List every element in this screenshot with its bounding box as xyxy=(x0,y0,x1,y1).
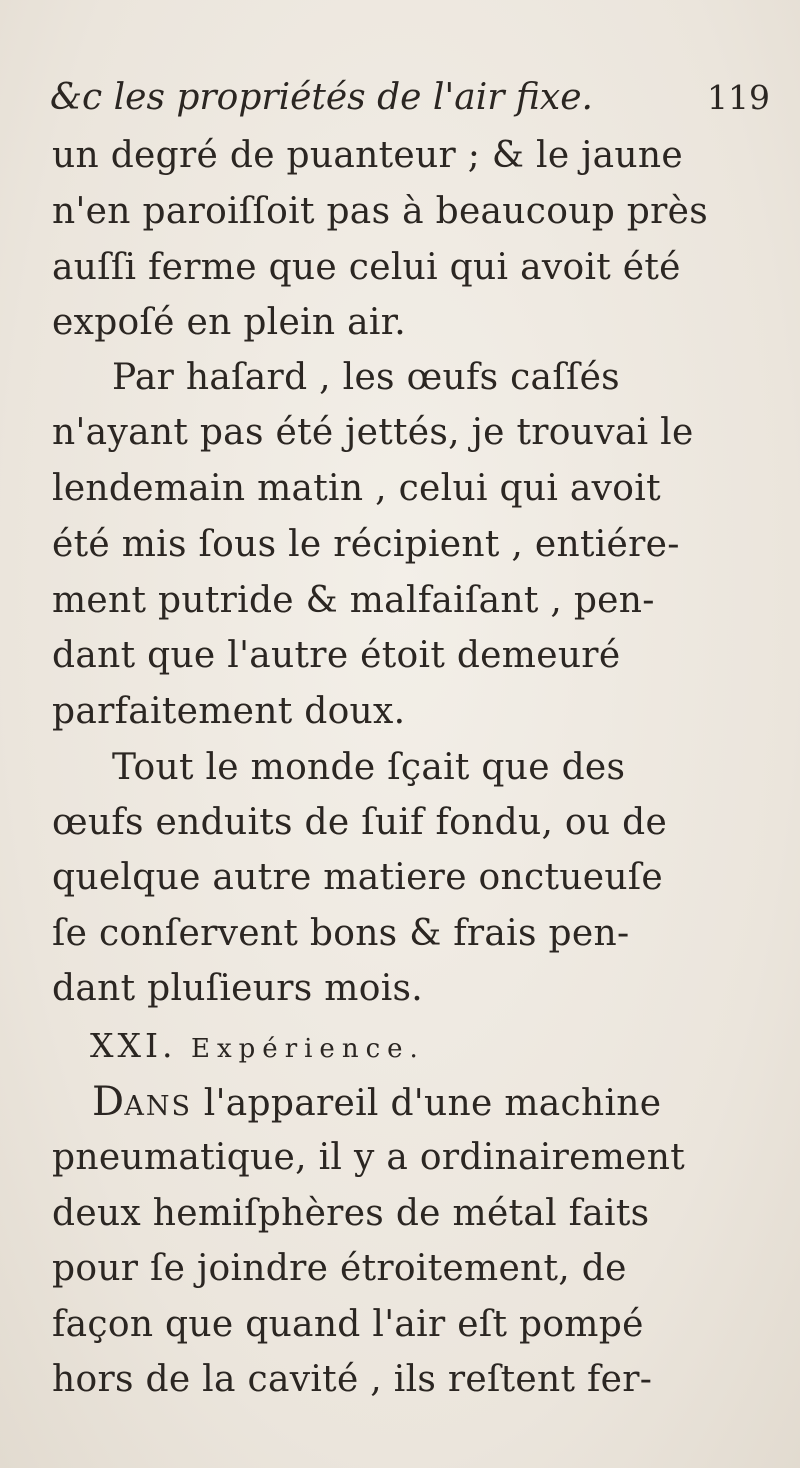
text-line: ment putride & malfaiſant , pen- xyxy=(52,580,655,621)
text-line: dant que l'autre étoit demeuré xyxy=(52,635,621,676)
text-line: expoſé en plein air. xyxy=(52,302,407,343)
text-line: ſe conſervent bons & frais pen- xyxy=(52,913,630,954)
text-line: pneumatique, il y a ordinairement xyxy=(52,1137,685,1178)
text-line: lendemain matin , celui qui avoit xyxy=(52,468,661,509)
text-line: façon que quand l'air eſt pompé xyxy=(52,1304,644,1345)
small-caps-word: ANS xyxy=(124,1091,192,1122)
text-line: été mis ſous le récipient , entiére- xyxy=(52,524,680,565)
drop-initial: D xyxy=(92,1079,125,1125)
section-title: Expérience. xyxy=(191,1034,425,1064)
text-line: pour ſe joindre étroitement, de xyxy=(52,1248,627,1289)
section-number: XXI. xyxy=(90,1026,177,1065)
line-rest: l'appareil d'une machine xyxy=(203,1083,662,1124)
running-header xyxy=(50,72,770,124)
text-line: Tout le monde ſçait que des xyxy=(112,747,626,788)
text-line: n'ayant pas été jettés, je trouvai le xyxy=(52,412,694,453)
text-line: quelque autre matiere onctueuſe xyxy=(52,857,664,898)
text-line: n'en paroiſſoit pas à beaucoup près xyxy=(52,191,709,232)
text-line: parfaitement doux. xyxy=(52,691,406,732)
section-heading xyxy=(90,1018,750,1074)
text-line: hors de la cavité , ils reſtent fer- xyxy=(52,1359,653,1400)
text-line: deux hemiſphères de métal faits xyxy=(52,1193,650,1234)
text-line: auſſi ferme que celui qui avoit été xyxy=(52,247,681,288)
text-line: Par haſard , les œufs caſſés xyxy=(112,357,620,398)
page-number: 119 xyxy=(707,78,770,117)
text-line: un degré de puanteur ; & le jaune xyxy=(52,135,683,176)
running-title: &c les propriétés de l'air fixe. xyxy=(50,77,593,118)
text-line xyxy=(92,1074,800,1130)
text-line: dant pluſieurs mois. xyxy=(52,968,424,1009)
text-line: œufs enduits de ſuif fondu, ou de xyxy=(52,802,668,843)
